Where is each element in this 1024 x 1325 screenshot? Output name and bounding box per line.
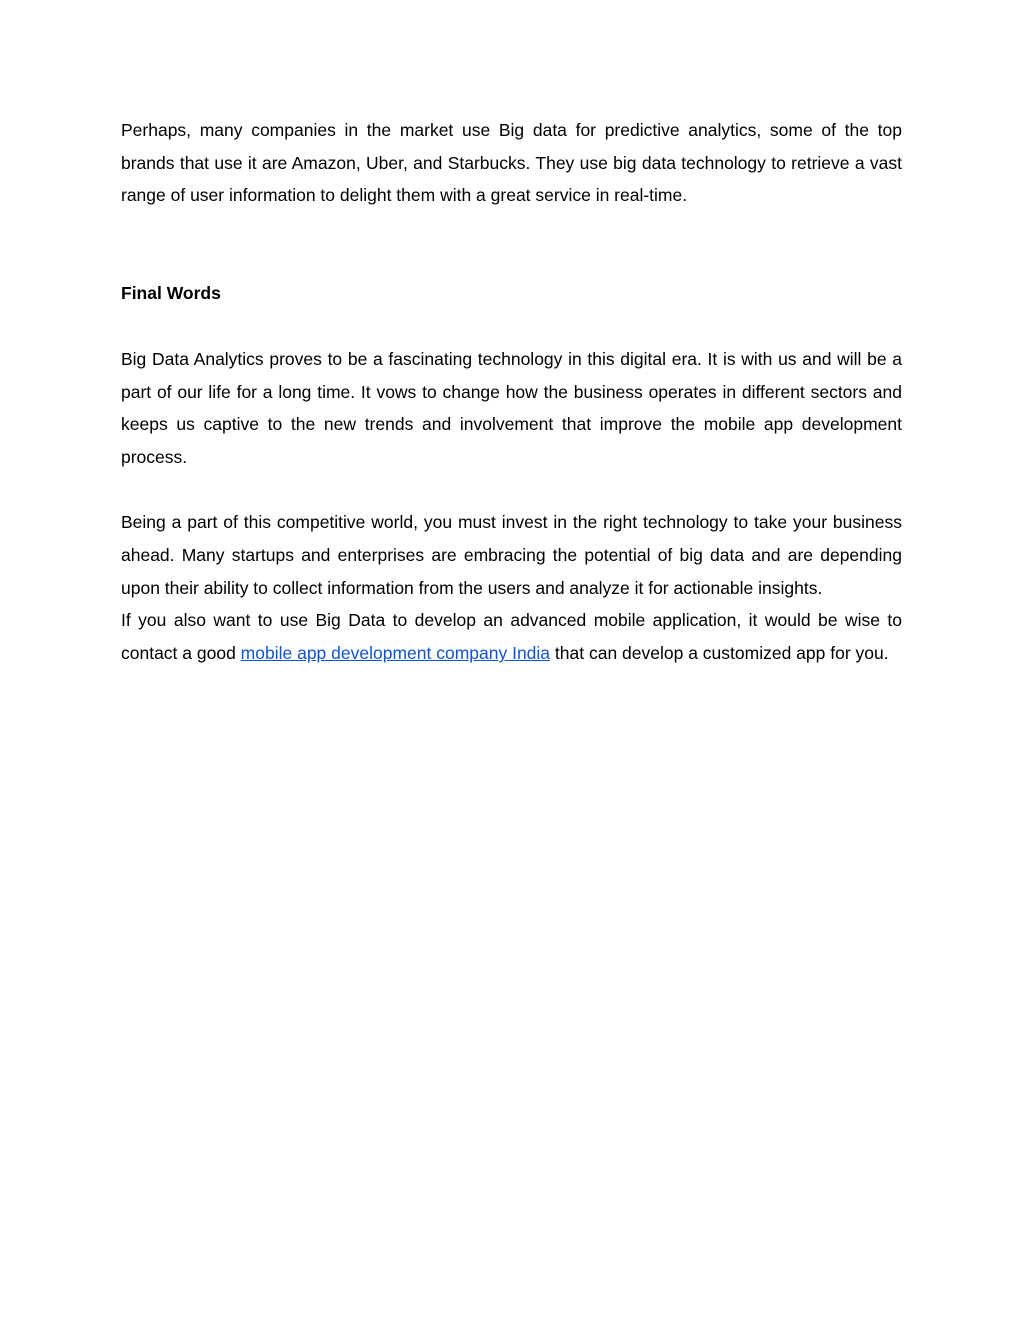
- spacer: [121, 310, 902, 343]
- spacer: [121, 474, 902, 507]
- company-link[interactable]: mobile app development company India: [240, 643, 551, 664]
- section-heading: Final Words: [121, 283, 221, 304]
- intro-paragraph: Perhaps, many companies in the market use Big data for predictive analytics, some of the top brands that use it are Amazon, Uber, and Starbucks. They use big data technology to retrieve a vast range of user information to delight them with a great service in real-time.: [121, 120, 902, 206]
- paragraph-1: Big Data Analytics proves to be a fascinating technology in this digital era. It is with us and will be a part of our life for a long time. It vows to change how the business operates in different sectors and keeps us captive to the new trends and involvement that improve the mobile app development process.: [121, 348, 902, 467]
- paragraph-2: Being a part of this competitive world, you must invest in the right technology to take your business ahead. Many startups and enterprises are embracing the potential of big data and are depending upon their ability to collect information from the users and analyze it for actionable insights.: [121, 512, 902, 598]
- paragraph-3-text-before-link: If you also want to use Big Data to develop an advanced mobile application, it would be wise to contact a good: [121, 610, 902, 664]
- paragraph-3: [121, 604, 902, 669]
- spacer: [121, 212, 902, 277]
- document-page: [121, 114, 902, 670]
- paragraph-3-text-after-link: that can develop a customized app for you.: [550, 643, 889, 664]
